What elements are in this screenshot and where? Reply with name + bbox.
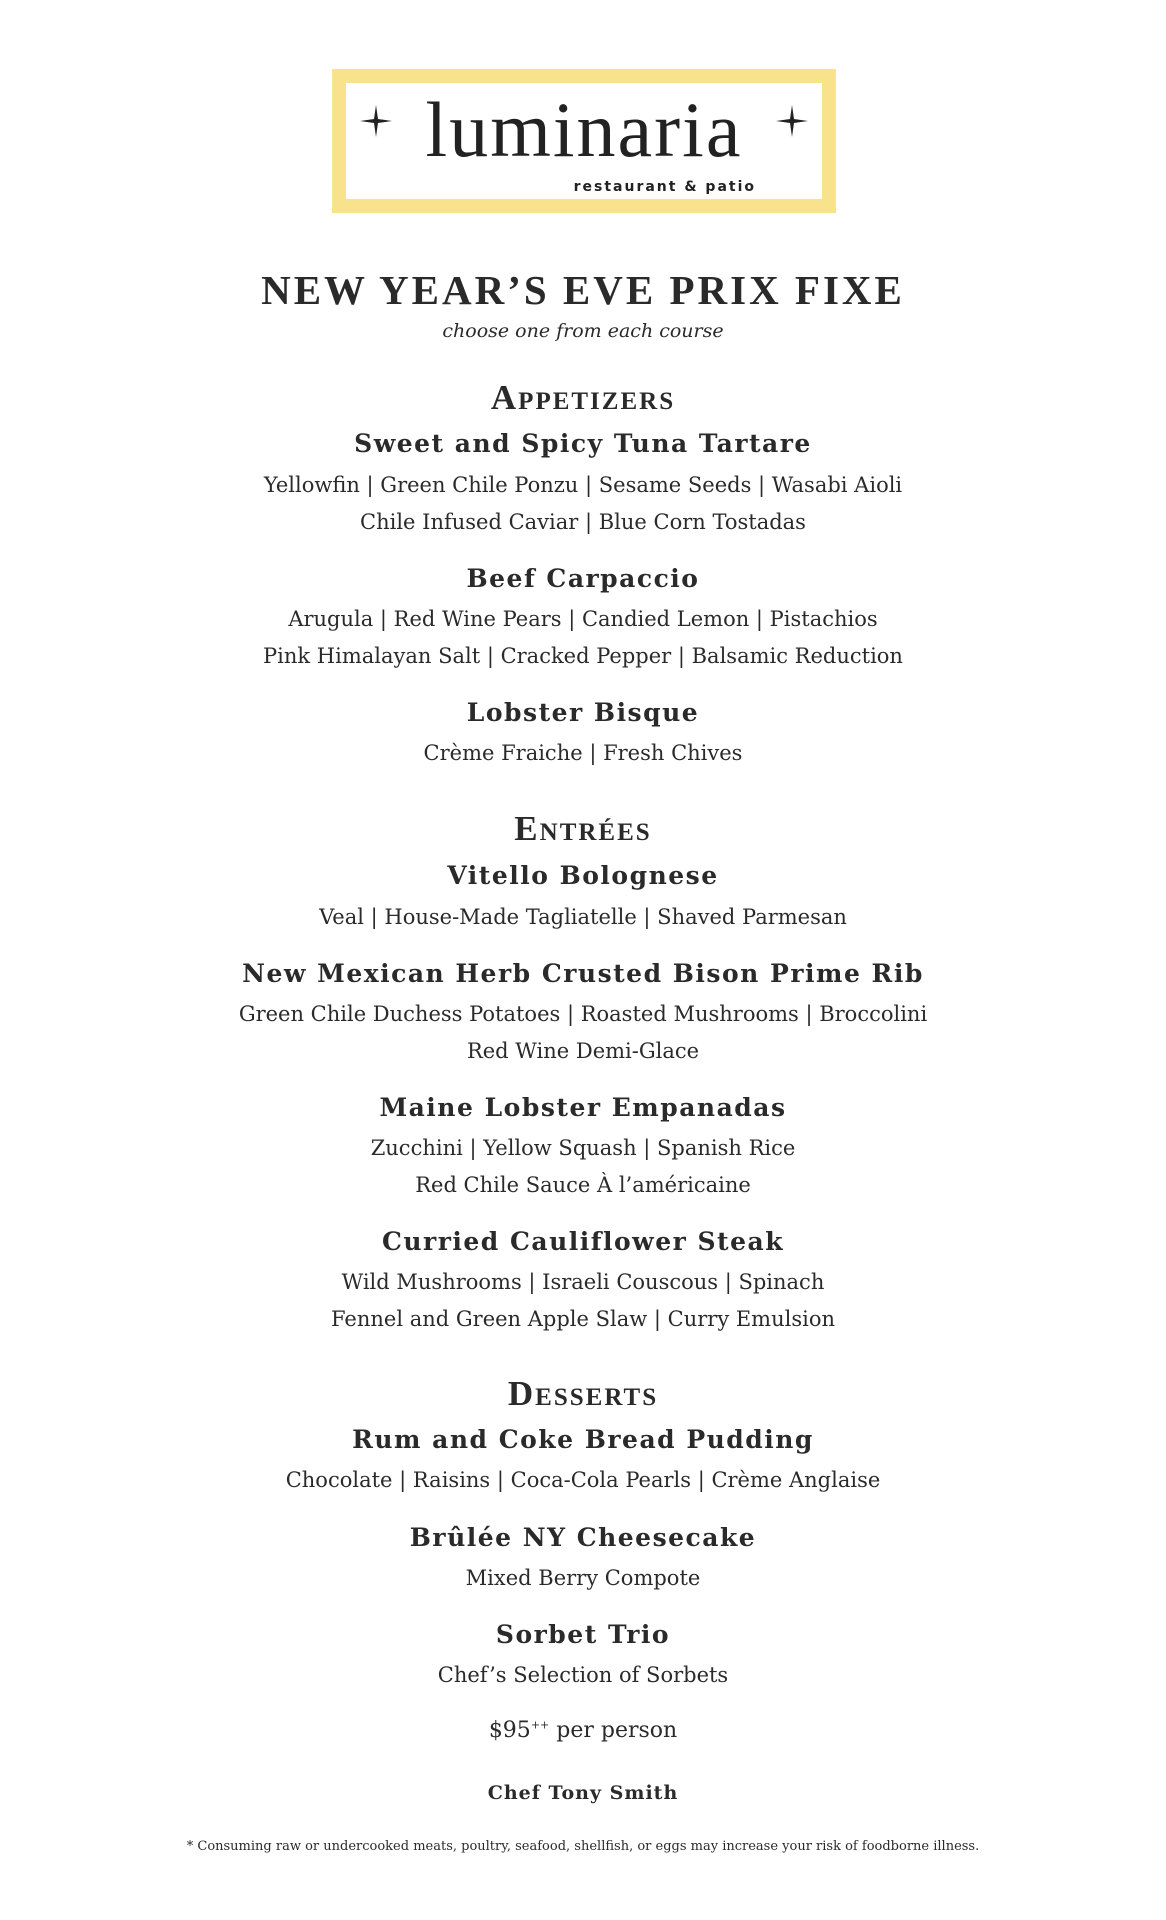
chef-name: Chef Tony Smith <box>487 1782 679 1804</box>
logo <box>332 69 836 213</box>
section-heading-desserts: Desserts <box>507 1374 659 1413</box>
dish-description: Arugula | Red Wine Pears | Candied Lemon | Pistachios <box>288 607 878 631</box>
dish-name: New Mexican Herb Crusted Bison Prime Rib <box>242 959 924 988</box>
price-amount: $95 <box>488 1718 531 1743</box>
price-suffix: per person <box>549 1718 678 1743</box>
dish-name: Sweet and Spicy Tuna Tartare <box>354 429 812 458</box>
menu-subtitle: choose one from each course <box>442 320 724 342</box>
price-marks: ++ <box>530 1718 550 1732</box>
dish-description: Green Chile Duchess Potatoes | Roasted Mushrooms | Broccolini <box>238 1002 928 1026</box>
sparkle-icon <box>774 103 810 139</box>
dish-description: Yellowfin | Green Chile Ponzu | Sesame Seeds | Wasabi Aioli <box>263 473 903 497</box>
dish-name: Rum and Coke Bread Pudding <box>352 1425 814 1454</box>
dish-description: Crème Fraiche | Fresh Chives <box>423 741 743 765</box>
logo-tagline: restaurant & patio <box>573 179 756 195</box>
price <box>0 1716 1166 1746</box>
dish-name: Lobster Bisque <box>466 698 700 727</box>
dish-description: Pink Himalayan Salt | Cracked Pepper | Balsamic Reduction <box>263 644 903 668</box>
dish-name: Curried Cauliflower Steak <box>381 1227 785 1256</box>
section-heading-appetizers: Appetizers <box>490 378 676 417</box>
dish-name: Sorbet Trio <box>495 1620 671 1649</box>
dish-description: Chocolate | Raisins | Coca-Cola Pearls | Crème Anglaise <box>285 1468 881 1492</box>
logo-inner <box>346 83 822 199</box>
dish-description: Zucchini | Yellow Squash | Spanish Rice <box>370 1136 796 1160</box>
menu-title: NEW YEAR’S EVE PRIX FIXE <box>261 267 905 313</box>
section-heading-entrees: Entrées <box>514 809 652 848</box>
logo-wordmark: luminaria <box>425 86 743 173</box>
dish-description: Veal | House-Made Tagliatelle | Shaved Parmesan <box>319 905 847 929</box>
dish-name: Beef Carpaccio <box>466 564 700 593</box>
dish-description: Wild Mushrooms | Israeli Couscous | Spinach <box>341 1270 825 1294</box>
dish-name: Maine Lobster Empanadas <box>379 1093 787 1122</box>
dish-description: Red Chile Sauce À l’américaine <box>415 1173 751 1197</box>
dish-name: Vitello Bolognese <box>447 861 719 890</box>
dish-description: Mixed Berry Compote <box>465 1566 701 1590</box>
dish-description: Red Wine Demi-Glace <box>466 1039 700 1063</box>
dish-description: Chef’s Selection of Sorbets <box>437 1663 729 1687</box>
dish-description: Fennel and Green Apple Slaw | Curry Emulsion <box>331 1307 835 1331</box>
footnote: * Consuming raw or undercooked meats, poultry, seafood, shellfish, or eggs may increase your risk of foodborne illness. <box>186 1839 980 1854</box>
dish-description: Chile Infused Caviar | Blue Corn Tostadas <box>360 510 806 534</box>
dish-name: Brûlée NY Cheesecake <box>409 1523 757 1552</box>
